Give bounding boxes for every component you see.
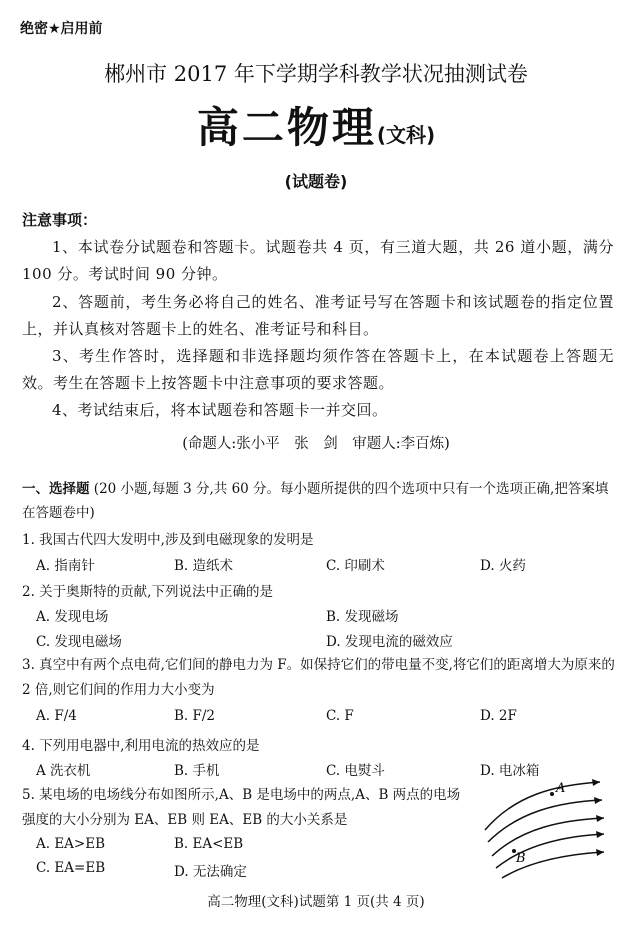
notice-heading: 注意事项： [22,211,98,229]
point-b-label: B [516,851,526,866]
q3-option-d: D. 2F [480,708,517,724]
field-line [485,782,600,830]
arrow-head-icon [592,779,600,786]
exam-title: 郴州市 2017 年下学期学科教学状况抽测试卷 [104,62,528,86]
q3-option-c: C. F [326,708,354,724]
q1-option-c: C. 印刷术 [326,558,385,574]
section-title: 一、选择题 [22,481,90,497]
electric-field-figure [480,770,610,880]
confidential-mark: 绝密★启用前 [20,21,103,37]
notice-item-4 [22,397,614,424]
q4-option-d: D. 电冰箱 [480,763,540,779]
q2-option-a: A. 发现电场 [36,609,109,625]
q3-option-b: B. F/2 [174,708,216,724]
notice-item-2 [22,289,614,342]
arrow-head-icon [596,831,604,838]
q3-option-a: A. F/4 [36,708,77,724]
arrow-head-icon [594,797,602,804]
question-5-stem: 5. 某电场的电场线分布如图所示,A、B 是电场中的两点,A、B 两点的电场强度的大小分别为 EA、EB 则 EA、EB 的大小关系是 [22,787,461,828]
question-3-stem: 3. 真空中有两个点电荷,它们间的静电力为 F。如保持它们的带电量不变,将它们的距离增大为原来的 2 倍,则它们间的作用力大小变为 [22,657,615,698]
notice-item-3 [22,343,614,396]
q2-option-d: D. 发现电流的磁效应 [326,634,453,650]
q1-option-d: D. 火药 [480,558,526,574]
q4-option-a: A 洗衣机 [36,763,91,779]
q1-option-a: A. 指南针 [36,558,95,574]
question-2-stem: 2. 关于奥斯特的贡献,下列说法中正确的是 [22,584,273,600]
q4-option-c: C. 电熨斗 [326,763,385,779]
q4-option-b: B. 手机 [174,763,220,779]
subject-main: 高二物理 [196,103,377,152]
notice-item-3-text: 3、考生作答时，选择题和非选择题均须作答在答题卡上，在本试题卷上答题无效。考生在答题卡上按答题卡中注意事项的要求答题。 [22,347,614,392]
notice-item-1 [22,234,614,287]
q5-option-c: C. EA=EB [36,860,106,876]
arrow-head-icon [596,815,604,822]
notice-item-2-text: 2、答题前，考生务必将自己的姓名、准考证号写在答题卡和该试题卷的指定位置上，并认真核对答题卡上的姓名、准考证号和科目。 [22,293,614,338]
subject-sub: (文科) [376,123,436,147]
paper-label: (试题卷) [284,172,348,191]
section-heading [22,477,618,525]
point-a-label: A [556,781,566,796]
notice-item-4-text: 4、考试结束后，将本试题卷和答题卡一并交回。 [52,401,388,419]
subject-title [0,95,632,155]
authors-line: (命题人:张小平 张 剑 审题人:李百炼) [182,436,450,452]
q5-option-d: D. 无法确定 [174,864,247,880]
arrow-head-icon [596,849,604,856]
question-4-stem: 4. 下列用电器中,利用电流的热效应的是 [22,738,260,754]
page-footer: 高二物理(文科)试题第 1 页(共 4 页) [207,894,425,910]
point-a-dot [550,792,554,796]
q2-option-c: C. 发现电磁场 [36,634,122,650]
section-desc: (20 小题,每题 3 分,共 60 分。每小题所提供的四个选项中只有一个选项正确,把答案填在答题卷中) [22,481,609,521]
q5-option-a: A. EA>EB [36,836,106,852]
notice-item-1-text: 1、本试卷分试题卷和答题卡。试题卷共 4 页，有三道大题，共 26 道小题，满分 100 分。考试时间 90 分钟。 [22,238,614,283]
q5-option-b: B. EA<EB [174,836,244,852]
q1-option-b: B. 造纸术 [174,558,234,574]
field-line [492,818,604,856]
q2-option-b: B. 发现磁场 [326,609,399,625]
question-1-stem: 1. 我国古代四大发明中,涉及到电磁现象的发明是 [22,532,314,548]
